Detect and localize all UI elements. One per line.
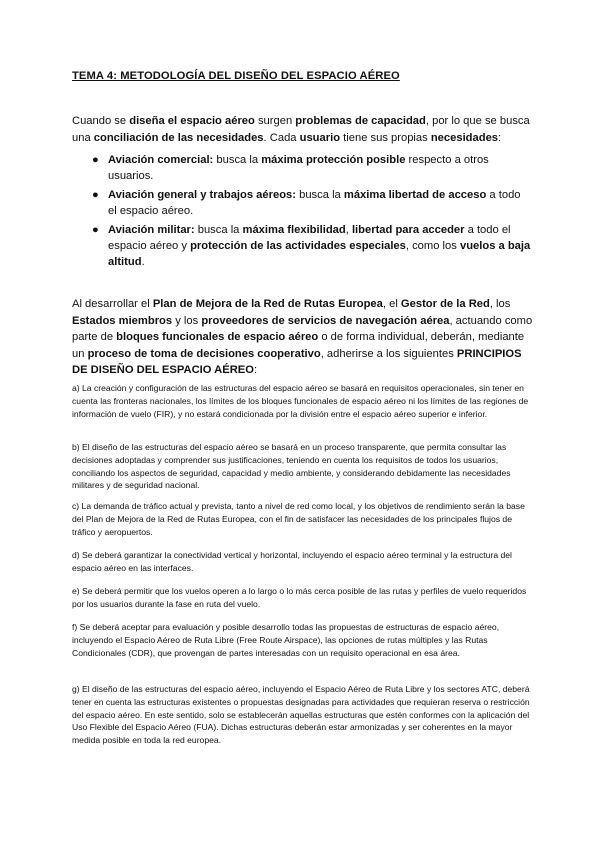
bullet-text: . xyxy=(141,256,145,268)
bullet-heading: Aviación militar: xyxy=(108,224,195,236)
bullet-icon: ● xyxy=(92,224,99,236)
para-text: o de forma individual, deberán, mediante un xyxy=(72,331,525,360)
intro-paragraph xyxy=(72,113,532,146)
intro-bold: diseña el espacio aéreo xyxy=(129,115,255,127)
principle-g: g) El diseño de las estructuras del espacio aéreo, incluyendo el Espacio Aéreo de Ruta Libre y los sectores ATC, deberá tener en cuenta las estructuras existentes o propuestas designadas para actividades que requieran reserva o restricción del espacio aéreo. En este sentido, solo se establecerán aquellas estructuras que estén conformes con la aplicación del Uso Flexible del Espacio Aéreo (FUA). Dichas estructuras deberán estar armonizadas y ser coherentes en la mayor medida posible en toda la red europea. xyxy=(72,684,530,746)
bullet-text: , como los xyxy=(405,240,460,252)
bullet-text: busca la xyxy=(213,154,262,166)
principles-heading: PRINCIPIOS DE DISEÑO DEL ESPACIO AÉREO xyxy=(72,347,522,376)
para-text: : xyxy=(253,364,258,376)
network-paragraph xyxy=(72,296,534,379)
list-item xyxy=(92,152,532,184)
para-bold: proceso de toma de decisiones cooperativo xyxy=(87,347,321,360)
intro-text: . Cada xyxy=(263,131,300,144)
bullet-text: respecto a otros usuarios. xyxy=(108,154,489,182)
list-item xyxy=(92,222,532,270)
bullet-icon: ● xyxy=(92,154,99,166)
bullet-bold: máxima protección posible xyxy=(261,154,406,166)
para-bold: Estados miembros xyxy=(72,314,173,327)
para-bold: Gestor de la Red xyxy=(400,298,490,310)
para-text: y los xyxy=(172,314,202,327)
intro-text: , por lo que se busca una xyxy=(72,115,530,144)
bullet-text: busca la xyxy=(296,189,344,201)
para-text: , los xyxy=(489,298,511,310)
principle-b: b) El diseño de las estructuras del espacio aéreo se basará en un proceso transparente, que permita consultar las decisiones adoptadas y comprender sus justificaciones, teniendo en cuenta los requisitos de todos los usuarios, conciliando los aspectos de seguridad, capacidad y medio ambiente, y considerando debidamente las necesidades militares y de seguridad nacional. xyxy=(72,442,511,491)
user-needs-list xyxy=(92,152,532,273)
bullet-text: a todo el espacio aéreo. xyxy=(108,189,521,217)
bullet-text: busca la xyxy=(194,224,243,236)
principle-d: d) Se deberá garantizar la conectividad vertical y horizontal, incluyendo el espacio aéreo terminal y la estructura del espacio aéreo en las interfaces. xyxy=(72,550,512,573)
para-text: , adherirse a los siguientes xyxy=(320,347,457,360)
principle-f: f) Se deberá aceptar para evaluación y posible desarrollo todas las propuestas de estructuras de espacio aéreo, incluyendo el Espacio Aéreo de Ruta Libre (Free Route Airspace), las opciones de rutas múltiples y las Rutas Condicionales (CDR), que provengan de partes interesadas con un requisito operacional en esa área. xyxy=(72,622,500,658)
bullet-bold: máxima libertad de acceso xyxy=(343,189,487,201)
bullet-bold: protección de las actividades especiales xyxy=(190,240,406,252)
intro-text: tiene sus propias xyxy=(340,131,431,144)
para-bold: Plan de Mejora de la Red de Rutas Europea xyxy=(152,298,383,310)
bullet-bold: vuelos a baja altitud xyxy=(108,240,531,268)
para-text: , el xyxy=(382,298,401,310)
bullet-heading: Aviación general y trabajos aéreos: xyxy=(108,189,296,201)
bullet-text: , xyxy=(345,224,352,236)
principle-e: e) Se deberá permitir que los vuelos operen a lo largo o lo más cerca posible de las rutas y perfiles de vuelo requeridos por los usuarios durante la fase en ruta del vuelo. xyxy=(72,586,527,609)
principle-c: c) La demanda de tráfico actual y prevista, tanto a nivel de red como local, y los objetivos de rendimiento serán la base del Plan de Mejora de la Red de Rutas Europea, con el fin de satisfacer las necesidades de los principales flujos de tráfico y aeropuertos. xyxy=(72,501,525,537)
intro-bold: problemas de capacidad xyxy=(295,115,426,127)
para-bold: bloques funcionales de espacio aéreo xyxy=(116,331,319,343)
para-text: , actuando como parte de xyxy=(72,314,533,343)
intro-bold: usuario xyxy=(299,131,341,144)
para-bold: proveedores de servicios de navegación aérea xyxy=(201,314,450,327)
bullet-bold: libertad para acceder xyxy=(351,224,465,236)
bullet-bold: máxima flexibilidad xyxy=(242,224,346,236)
bullet-text: a todo el espacio aéreo y xyxy=(108,224,511,252)
intro-bold: conciliación de las necesidades xyxy=(93,131,264,144)
page-title: TEMA 4: METODOLOGÍA DEL DISEÑO DEL ESPACIO AÉREO xyxy=(72,70,400,82)
intro-text: surgen xyxy=(254,115,296,127)
principle-a: a) La creación y configuración de las estructuras del espacio aéreo se basará en requisitos operacionales, sin tener en cuenta las fronteras nacionales, los límites de los bloques funcionales de espacio aéreo ni los límites de las regiones de información de vuelo (FIR), y no estará condicionada por la división entre el espacio aéreo superior e inferior. xyxy=(72,383,529,419)
intro-text: Cuando se xyxy=(72,115,130,127)
intro-text: : xyxy=(498,131,502,144)
intro-bold: necesidades xyxy=(430,131,499,144)
bullet-heading: Aviación comercial: xyxy=(108,154,214,166)
bullet-icon: ● xyxy=(92,189,99,201)
para-text: Al desarrollar el xyxy=(72,298,153,310)
list-item xyxy=(92,187,532,219)
